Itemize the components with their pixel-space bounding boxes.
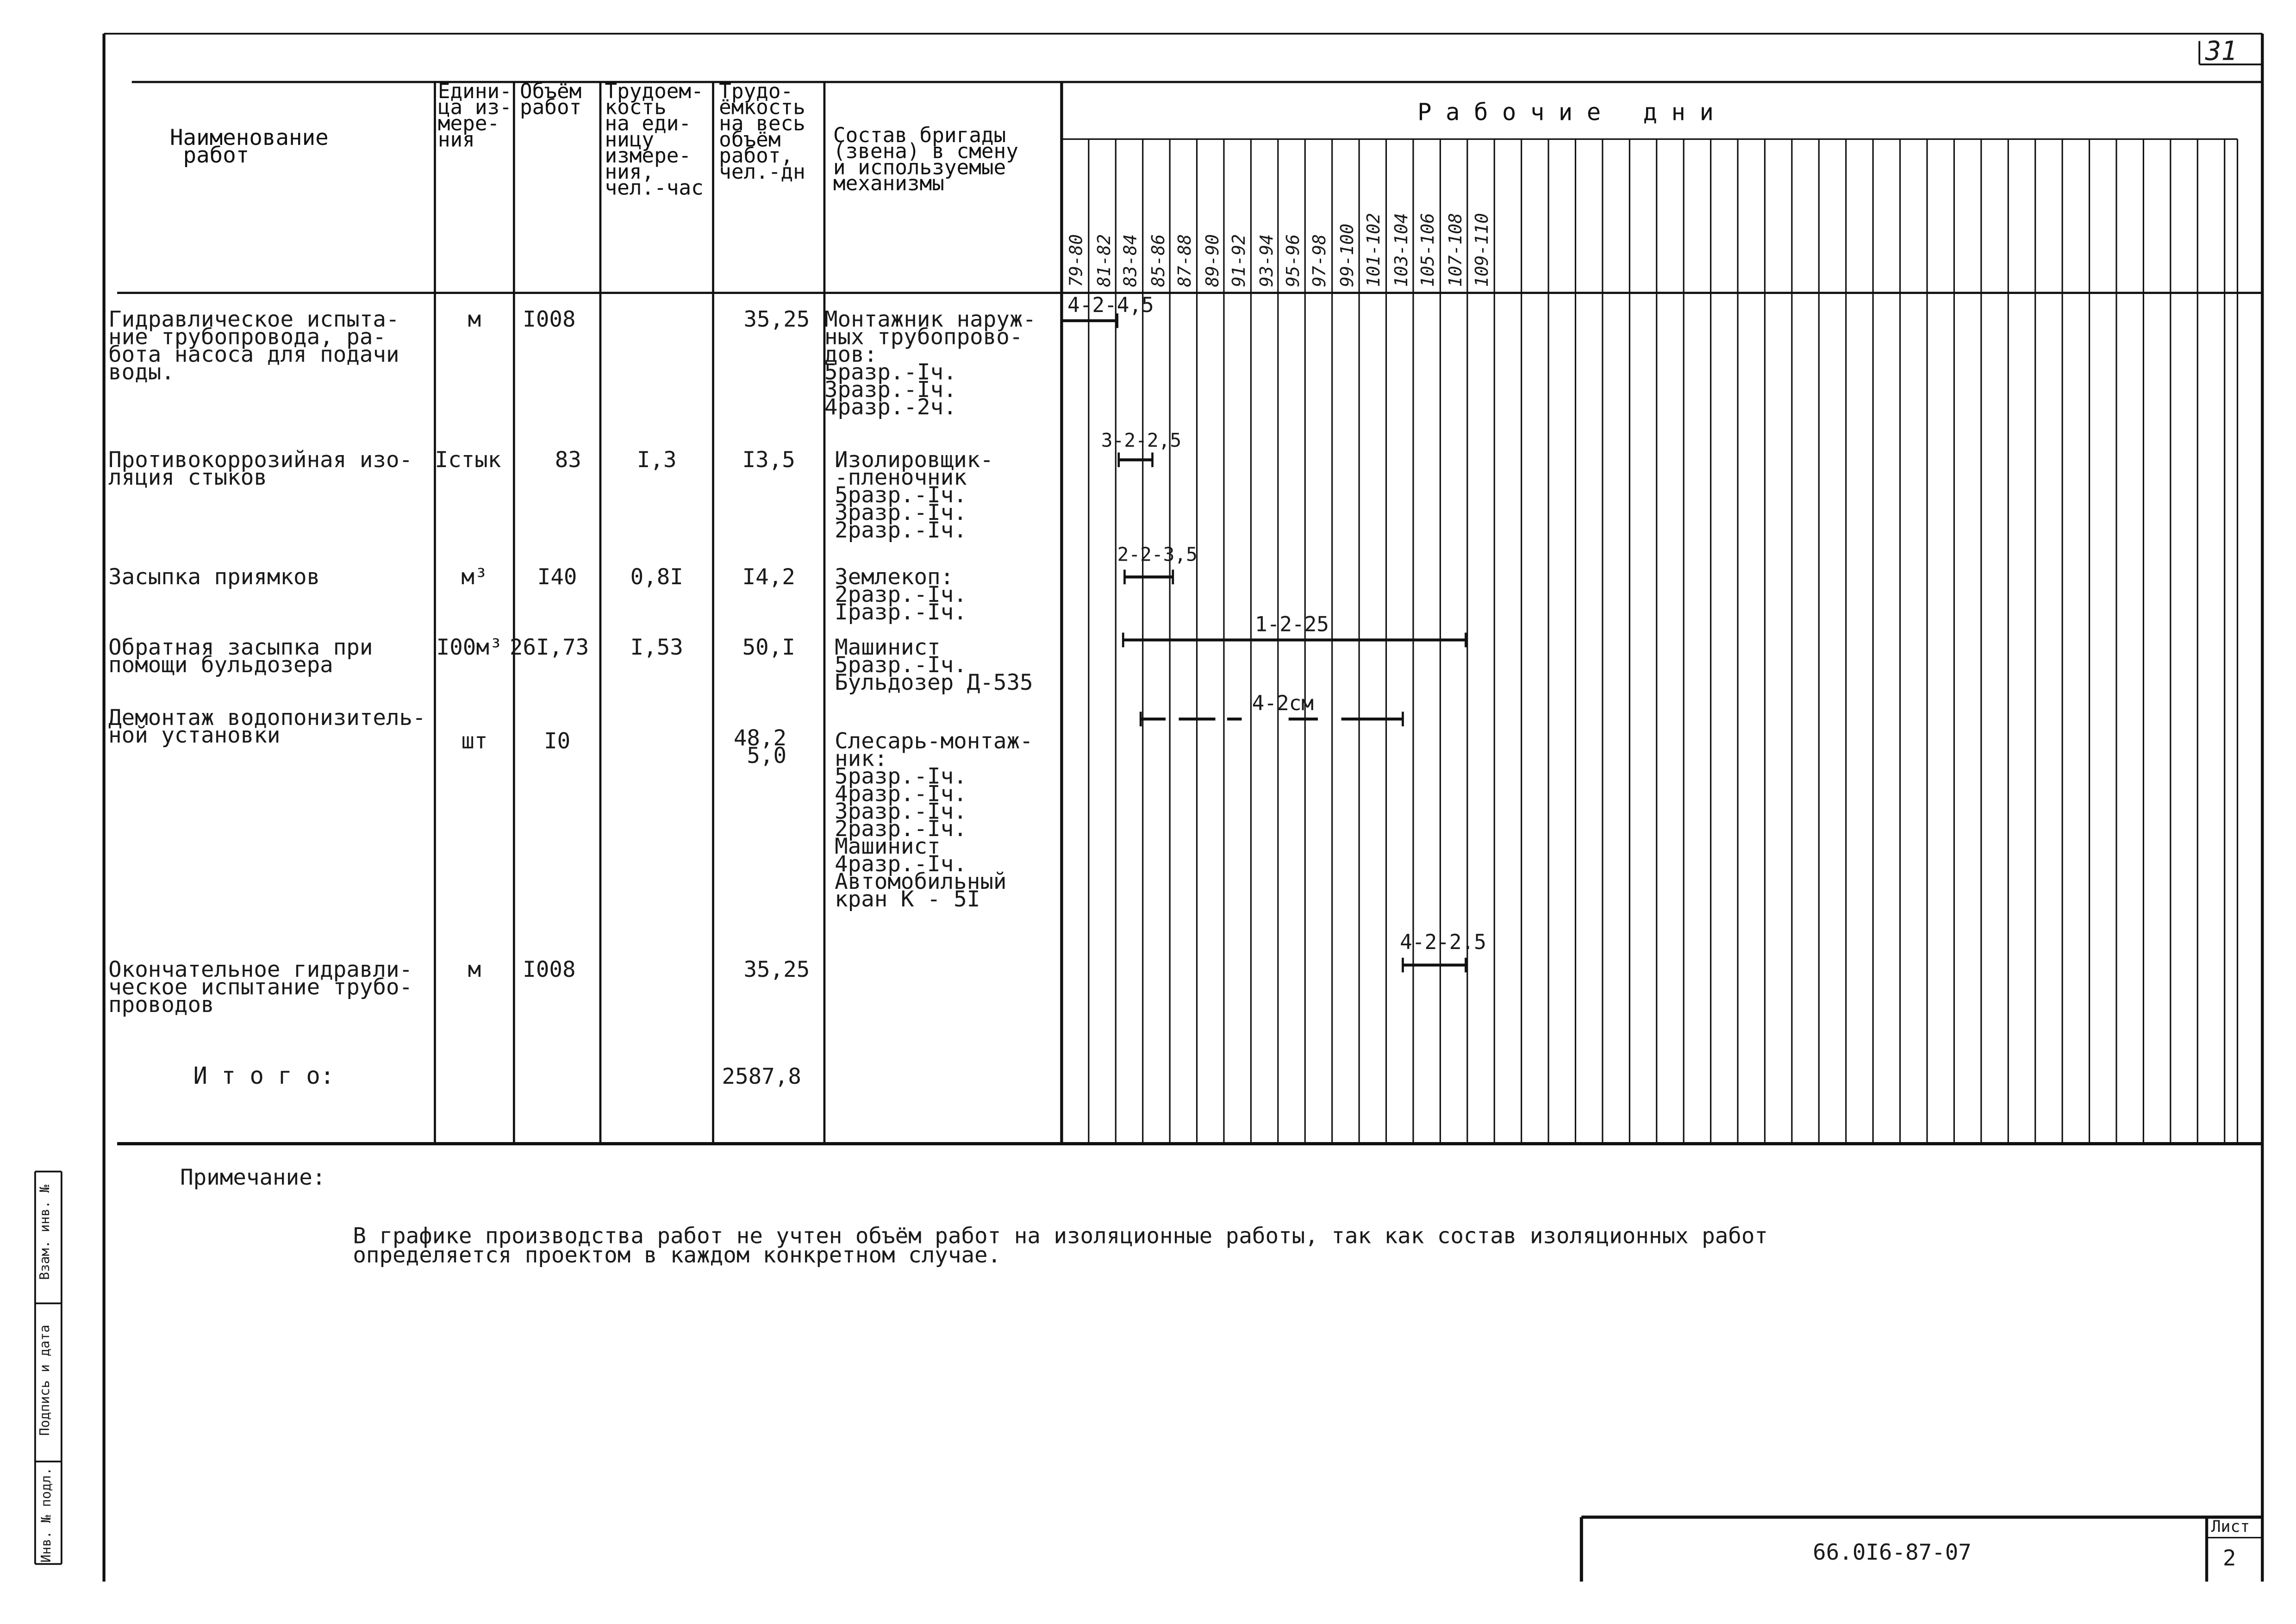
row-3-crew: Землекоп: 2разр.-Iч. Iразр.-Iч.	[835, 563, 967, 625]
row-4-volume: 26I,73	[509, 634, 589, 661]
note-title: Примечание:	[180, 1164, 326, 1191]
day-column-label: 87-88	[1174, 234, 1195, 287]
page-number: 31	[2205, 37, 2237, 68]
row-1-labor-total: 35,25	[743, 306, 810, 333]
bar-label-3: 2-2-3,5	[1117, 544, 1198, 567]
row-4-crew: Машинист 5разр.-Iч. Бульдозер Д-535	[835, 634, 1033, 696]
document-code: 66.0I6-87-07	[1813, 1539, 1972, 1566]
bar-label-4: 1-2-25	[1254, 613, 1329, 637]
day-column-label: 105-106	[1418, 213, 1439, 287]
header-volume: Объём работ	[519, 80, 582, 120]
row-3-unit: м³	[461, 563, 488, 590]
row-5-volume: I0	[544, 728, 571, 755]
sheet-label: Лист	[2211, 1517, 2250, 1537]
row-6-unit: м	[468, 956, 481, 983]
day-column-label: 79-80	[1066, 234, 1087, 287]
row-6-labor-total: 35,25	[743, 956, 810, 983]
row-4-name: Обратная засыпка при помощи бульдозера	[108, 634, 373, 678]
row-2-crew: Изолировщик- -пленочник 5разр.-Iч. 3разр.-Iч. 2разр.-Iч.	[835, 446, 993, 543]
row-6-volume: I008	[523, 956, 576, 983]
row-4-unit: I00м³	[436, 634, 503, 661]
row-5-crew: Слесарь-монтаж- ник: 5разр.-Iч. 4разр.-Iч. 3разр.-Iч. 2разр.-Iч. Машинист 4разр.-Iч. Автомобильный кран К - 5I	[835, 728, 1033, 912]
day-column-label: 91-92	[1229, 234, 1249, 287]
bar-label-5: 4-2см	[1252, 693, 1314, 716]
header-labor-total: Трудо- ёмкость на весь объём работ, чел.-дн	[719, 80, 805, 185]
side-stamp-inventory: Инв. № подл.	[40, 1467, 55, 1563]
sheet-number: 2	[2222, 1545, 2236, 1572]
row-4-labor-total: 50,I	[742, 634, 795, 661]
bar-label-6: 4-2-2.5	[1400, 931, 1486, 955]
header-unit: Едини- ца из- мере- ния	[437, 80, 512, 152]
day-column-label: 99-100	[1336, 223, 1358, 287]
day-column-label: 97-98	[1310, 234, 1330, 287]
row-5-labor-total: 48,2 5,0	[733, 725, 787, 769]
row-1-name: Гидравлическое испыта- ние трубопровода, ра- бота насоса для подачи воды.	[108, 306, 399, 385]
row-1-unit: м	[468, 306, 481, 333]
day-column-label: 109-110	[1472, 213, 1493, 287]
row-2-volume: 83	[555, 446, 581, 473]
row-6-name: Окончательное гидравли- ческое испытание трубо- проводов	[108, 956, 413, 1018]
row-3-labor-total: I4,2	[742, 563, 795, 590]
header-name: Наименование работ	[169, 124, 329, 169]
row-5-name: Демонтаж водопонизитель- ной установки	[108, 704, 426, 749]
header-labor-unit: Трудоем- кость на еди- ницу измере- ния, чел.-час	[605, 80, 704, 201]
day-column-label: 93-94	[1255, 234, 1276, 287]
day-column-label: 83-84	[1120, 234, 1141, 287]
day-column-label: 95-96	[1283, 234, 1304, 287]
row-2-labor-total: I3,5	[742, 446, 795, 473]
row-3-labor-unit: 0,8I	[630, 563, 683, 590]
row-1-crew: Монтажник наруж- ных трубопрово- дов: 5разр.-Iч. 3разр.-Iч. 4разр.-2ч.	[824, 306, 1036, 420]
side-stamp-replacement: Взам. инв. №	[38, 1185, 54, 1280]
day-column-label: 107-108	[1445, 213, 1466, 287]
header-crew: Состав бригады (звена) в смену и используемые механизмы	[833, 124, 1018, 196]
day-column-label: 103-104	[1391, 213, 1412, 287]
note-text: В графике производства работ не учтен объём работ на изоляционные работы, так как состав изоляционных работ определяется проектом в каждом конкретном случае.	[353, 1223, 1768, 1268]
row-3-name: Засыпка приямков	[108, 563, 320, 590]
day-column-label: 101-102	[1364, 213, 1385, 287]
total-label: И т о г о:	[193, 1062, 335, 1090]
row-4-labor-unit: I,53	[630, 634, 683, 661]
row-2-unit: Iстык	[435, 446, 501, 473]
row-2-labor-unit: I,3	[636, 446, 677, 473]
row-1-volume: I008	[523, 306, 576, 333]
day-column-label: 89-90	[1201, 234, 1223, 287]
header-work-days: Р а б о ч и е д н и	[1417, 98, 1714, 126]
bar-label-1: 4-2-4,5	[1067, 294, 1154, 318]
row-3-volume: I40	[537, 563, 577, 590]
day-column-label: 85-86	[1147, 234, 1168, 287]
side-stamp-signature: Подпись и дата	[38, 1324, 54, 1436]
day-column-label: 81-82	[1093, 234, 1114, 287]
row-2-name: Противокоррозийная изо- ляция стыков	[108, 446, 413, 491]
total-value: 2587,8	[722, 1063, 801, 1090]
row-5-unit: шт	[461, 728, 488, 755]
bar-label-2: 3-2-2,5	[1101, 431, 1182, 453]
